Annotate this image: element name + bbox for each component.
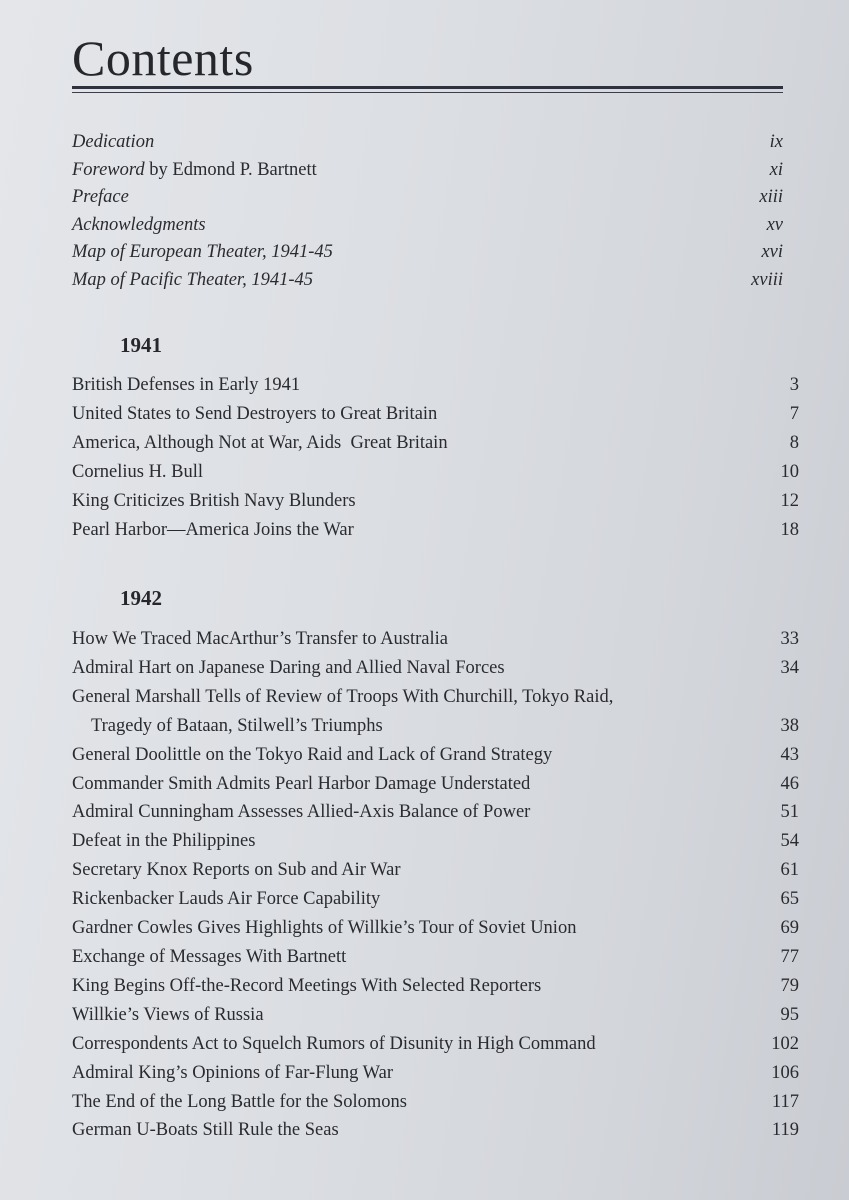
toc-entry-title: Gardner Cowles Gives Highlights of Willkie’s Tour of Soviet Union <box>72 918 577 939</box>
toc-entry-title: Defeat in the Philippines <box>72 831 256 852</box>
toc-entry-page: 33 <box>780 629 799 649</box>
toc-entry-page: 102 <box>771 1033 799 1054</box>
toc-entry <box>72 827 799 856</box>
toc-entry-page: 10 <box>780 461 799 482</box>
toc-entry-title: Rickenbacker Lauds Air Force Capability <box>72 889 381 910</box>
toc-entry-page: 51 <box>780 802 799 823</box>
toc-entry <box>72 885 799 914</box>
toc-entry-page: 95 <box>780 1004 799 1025</box>
toc-entry <box>72 625 799 654</box>
toc-entry-title: Exchange of Messages With Bartnett <box>72 946 347 967</box>
toc-entry <box>72 458 799 487</box>
toc-entry <box>72 798 799 827</box>
toc-entry-title: General Marshall Tells of Review of Troops With Churchill, Tokyo Raid, <box>72 686 614 707</box>
toc-entry-page: 38 <box>780 715 799 736</box>
toc-entry-page: 77 <box>780 946 799 967</box>
toc-entry-title: How We Traced MacArthur’s Transfer to Australia <box>72 629 449 649</box>
front-matter-item <box>72 184 783 212</box>
toc-entry <box>72 654 799 683</box>
toc-entry-title: Cornelius H. Bull <box>72 461 204 482</box>
section-heading-1942: 1942 <box>120 586 162 610</box>
toc-entry-page: 43 <box>780 744 799 765</box>
toc-entry-page: 3 <box>789 375 799 395</box>
toc-entry-page: 8 <box>789 432 799 453</box>
front-matter-title: Dedication <box>72 132 155 152</box>
toc-entry-page: 34 <box>780 657 799 678</box>
toc-entry <box>72 972 799 1001</box>
toc-entry-title: Admiral Cunningham Assesses Allied-Axis Balance of Power <box>72 802 531 823</box>
toc-entry <box>72 516 799 545</box>
toc-entry <box>72 914 799 943</box>
toc-entry-page: 119 <box>771 1120 799 1141</box>
toc-entry <box>72 683 799 741</box>
front-matter-item <box>72 267 783 295</box>
toc-entry-title: British Defenses in Early 1941 <box>72 375 301 395</box>
toc-entry <box>72 400 799 429</box>
toc-entry-title: Commander Smith Admits Pearl Harbor Damage Understated <box>72 773 531 794</box>
front-matter-title: Preface <box>72 187 129 207</box>
toc-entry <box>72 943 799 972</box>
front-matter-item <box>72 239 783 267</box>
section-heading-1941: 1941 <box>120 333 162 357</box>
toc-entry-page: 12 <box>780 490 799 511</box>
front-matter-page: xviii <box>751 269 783 290</box>
front-matter-page: ix <box>769 132 783 152</box>
toc-entry-title: Secretary Knox Reports on Sub and Air War <box>72 860 401 881</box>
front-matter-item <box>72 157 783 185</box>
section-list-1942 <box>72 625 799 1145</box>
front-matter-page: xi <box>769 159 783 180</box>
front-matter-title-rest: by Edmond P. Bartnett <box>144 159 317 180</box>
toc-entry-page: 65 <box>780 889 799 910</box>
front-matter-item <box>72 212 783 240</box>
toc-entry <box>72 741 799 770</box>
toc-entry-title: King Criticizes British Navy Blunders <box>72 490 356 511</box>
toc-entry-page: 61 <box>780 860 799 881</box>
front-matter-item <box>72 129 783 157</box>
toc-entry-page: 54 <box>780 831 799 852</box>
toc-entry-page: 106 <box>771 1062 799 1083</box>
toc-entry-title-continued: Tragedy of Bataan, Stilwell’s Triumphs <box>91 715 383 736</box>
toc-entry <box>72 1088 799 1117</box>
toc-entry-title: The End of the Long Battle for the Solomons <box>72 1091 407 1112</box>
toc-entry <box>72 1030 799 1059</box>
toc-entry-page: 46 <box>780 773 799 794</box>
toc-entry <box>72 371 799 400</box>
front-matter-title: Foreword <box>72 159 145 180</box>
toc-entry <box>72 1116 799 1145</box>
toc-entry-title: Admiral Hart on Japanese Daring and Allied Naval Forces <box>72 657 505 678</box>
toc-entry-title: Admiral King’s Opinions of Far-Flung War <box>72 1062 394 1083</box>
front-matter-page: xvi <box>761 242 783 262</box>
title-rule-thin <box>72 92 783 93</box>
toc-entry-title: Correspondents Act to Squelch Rumors of Disunity in High Command <box>72 1033 596 1054</box>
front-matter-list <box>72 129 783 294</box>
front-matter-title: Map of Pacific Theater, 1941-45 <box>72 269 313 290</box>
toc-entry <box>72 1001 799 1030</box>
toc-entry <box>72 487 799 516</box>
section-list-1941 <box>72 371 799 544</box>
title-rule-thick <box>72 86 783 89</box>
toc-entry-title: German U-Boats Still Rule the Seas <box>72 1120 339 1141</box>
toc-entry <box>72 770 799 799</box>
toc-entry <box>72 856 799 885</box>
toc-entry-page: 117 <box>771 1091 799 1112</box>
front-matter-page: xiii <box>759 187 783 207</box>
front-matter-title: Acknowledgments <box>72 214 206 235</box>
page-title: Contents <box>72 30 254 86</box>
toc-entry-page: 79 <box>780 975 799 996</box>
toc-entry-page: 69 <box>780 918 799 939</box>
toc-entry <box>72 1059 799 1088</box>
front-matter-title: Map of European Theater, 1941-45 <box>72 242 333 262</box>
toc-entry-title: King Begins Off-the-Record Meetings With Selected Reporters <box>72 975 542 996</box>
toc-entry-page: 7 <box>789 403 799 424</box>
toc-entry-title: Willkie’s Views of Russia <box>72 1004 264 1025</box>
toc-entry-title: General Doolittle on the Tokyo Raid and Lack of Grand Strategy <box>72 744 553 765</box>
toc-entry-page: 18 <box>780 519 799 540</box>
toc-entry-title: America, Although Not at War, Aids Great Britain <box>72 432 448 453</box>
front-matter-page: xv <box>766 214 783 235</box>
toc-entry-title: United States to Send Destroyers to Great Britain <box>72 403 438 424</box>
toc-entry-title: Pearl Harbor—America Joins the War <box>72 519 354 540</box>
toc-entry <box>72 429 799 458</box>
